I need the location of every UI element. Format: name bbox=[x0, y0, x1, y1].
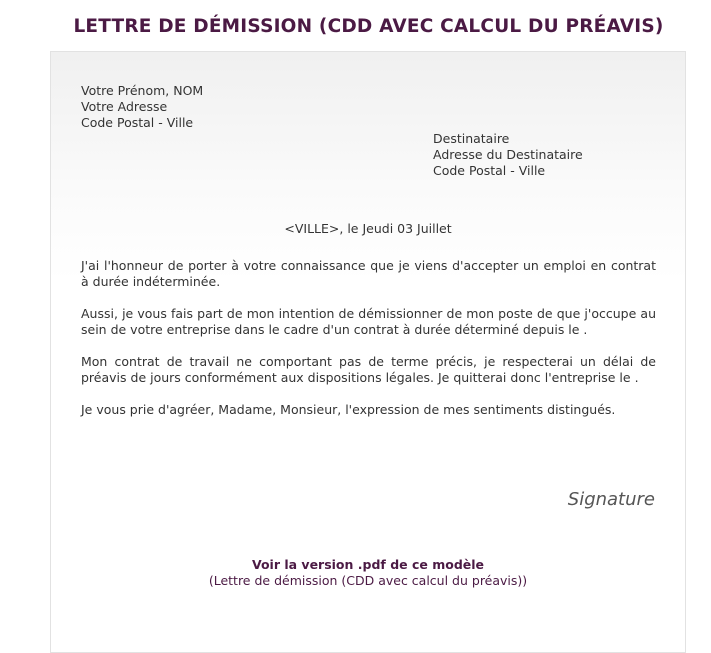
recipient-postal-city: Code Postal - Ville bbox=[433, 163, 546, 178]
pdf-subtitle: (Lettre de démission (CDD avec calcul du préavis)) bbox=[208, 573, 528, 588]
sender-postal-city: Code Postal - Ville bbox=[81, 115, 194, 130]
date-line: <VILLE>, le Jeudi 03 Juillet bbox=[284, 221, 452, 236]
page-title: LETTRE DE DÉMISSION (CDD AVEC CALCUL DU PRÉAVIS) bbox=[73, 16, 664, 37]
sender-name: Votre Prénom, NOM bbox=[81, 83, 204, 98]
sender-block bbox=[81, 83, 203, 131]
paragraph-acceptance: J'ai l'honneur de porter à votre connaissance que je viens d'accepter un emploi en contrat à durée indéterminée. bbox=[81, 258, 656, 289]
paragraph-closing: Je vous prie d'agréer, Madame, Monsieur, l'expression de mes sentiments distingués. bbox=[81, 402, 616, 417]
letter-container bbox=[50, 51, 686, 653]
sender-address: Votre Adresse bbox=[81, 99, 168, 114]
recipient-block bbox=[433, 131, 583, 179]
pdf-version-link[interactable]: Voir la version .pdf de ce modèle bbox=[251, 557, 485, 572]
pdf-block bbox=[51, 557, 685, 589]
letter-body bbox=[81, 258, 656, 434]
recipient-name: Destinataire bbox=[433, 131, 510, 146]
signature: Signature bbox=[567, 489, 655, 510]
recipient-address: Adresse du Destinataire bbox=[433, 147, 583, 162]
paragraph-intention: Aussi, je vous fais part de mon intention de démissionner de mon poste de que j'occupe au sein de votre entreprise dans le cadre d'un contrat à durée déterminé depuis le . bbox=[81, 306, 656, 337]
paragraph-notice: Mon contrat de travail ne comportant pas de terme précis, je respecterai un délai de préavis de jours conformément aux dispositions légales. Je quitterai donc l'entreprise le . bbox=[81, 354, 656, 385]
